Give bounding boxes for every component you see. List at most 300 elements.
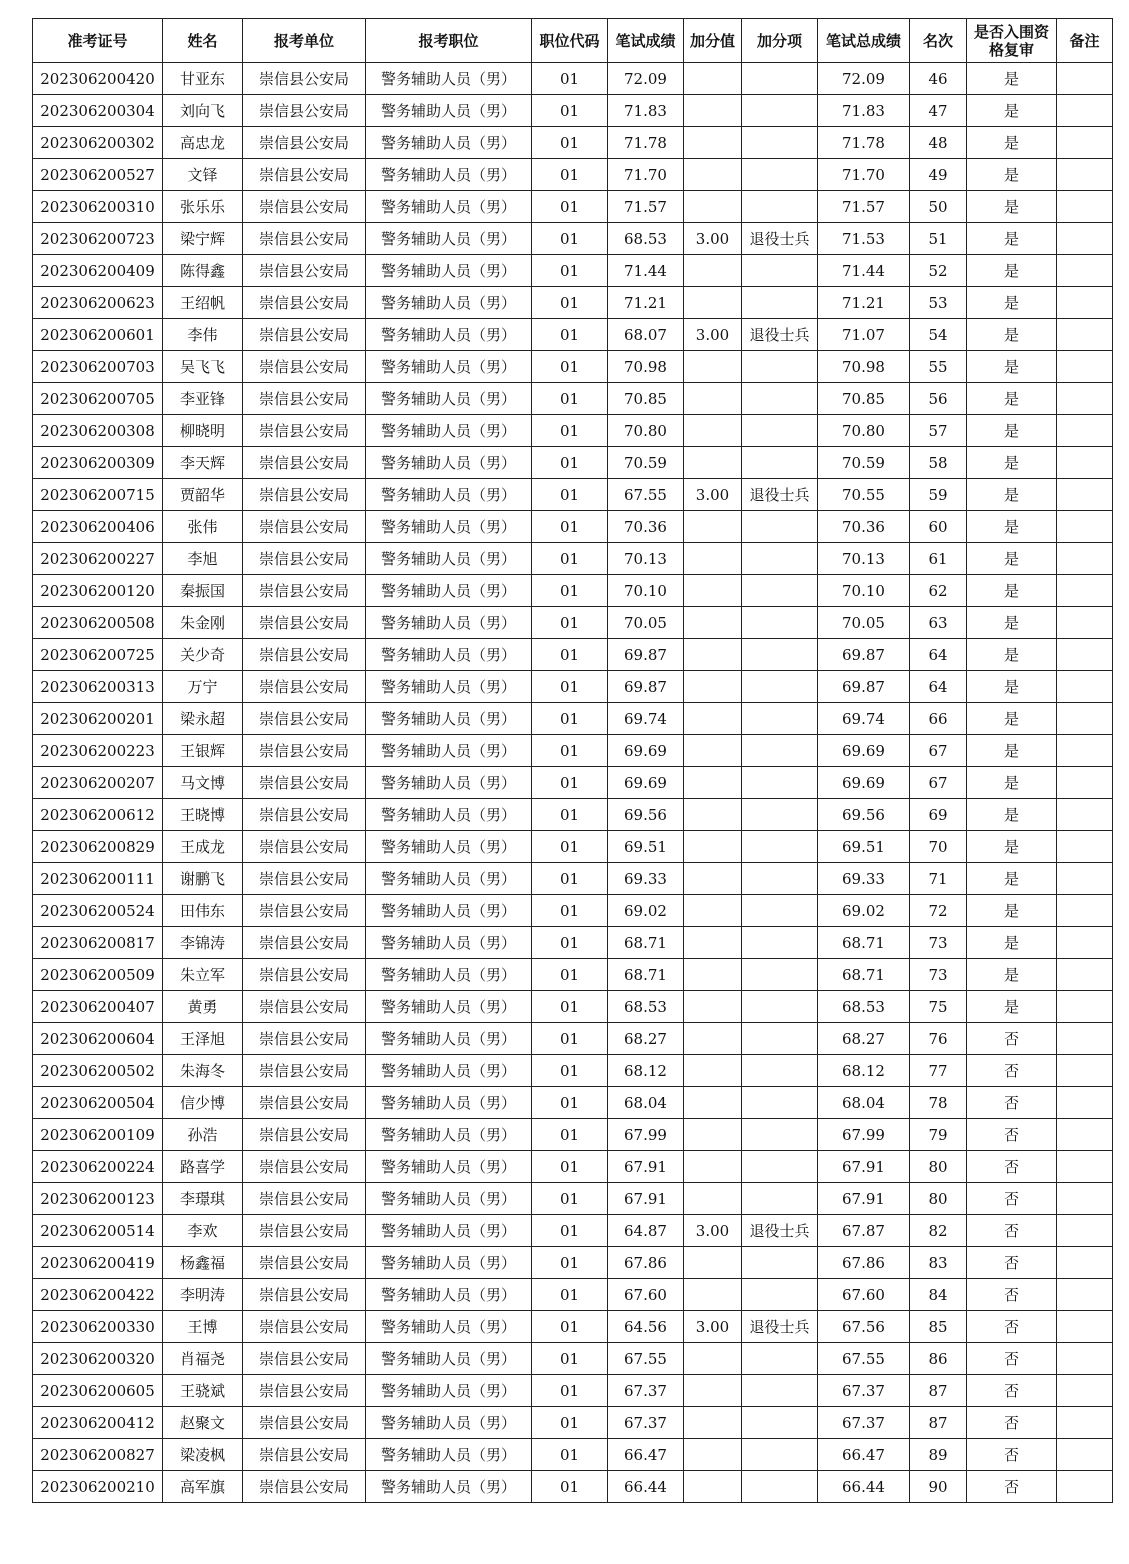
remarks-cell	[1057, 63, 1113, 95]
name-cell: 高忠龙	[163, 127, 243, 159]
remarks-cell	[1057, 287, 1113, 319]
name-cell: 路喜学	[163, 1151, 243, 1183]
remarks-cell	[1057, 1183, 1113, 1215]
written-score-cell: 69.51	[608, 831, 684, 863]
position-code-cell: 01	[532, 127, 608, 159]
bonus-value-cell: 3.00	[684, 1215, 742, 1247]
rank-cell: 64	[910, 639, 967, 671]
shortlisted-cell: 是	[967, 575, 1057, 607]
rank-cell: 79	[910, 1119, 967, 1151]
bonus-item-cell	[742, 1183, 818, 1215]
rank-cell: 46	[910, 63, 967, 95]
written-score-cell: 69.69	[608, 735, 684, 767]
unit-cell: 崇信县公安局	[243, 1375, 366, 1407]
bonus-item-cell	[742, 95, 818, 127]
written-score-cell: 68.12	[608, 1055, 684, 1087]
remarks-cell	[1057, 575, 1113, 607]
header-remarks: 备注	[1057, 19, 1113, 63]
bonus-item-cell: 退役士兵	[742, 1215, 818, 1247]
position-code-cell: 01	[532, 1439, 608, 1471]
position-code-cell: 01	[532, 479, 608, 511]
remarks-cell	[1057, 1279, 1113, 1311]
position-code-cell: 01	[532, 287, 608, 319]
total-score-cell: 70.55	[818, 479, 910, 511]
position-code-cell: 01	[532, 1151, 608, 1183]
remarks-cell	[1057, 767, 1113, 799]
shortlisted-cell: 是	[967, 607, 1057, 639]
unit-cell: 崇信县公安局	[243, 799, 366, 831]
exam-id-cell: 202306200109	[33, 1119, 163, 1151]
position-cell: 警务辅助人员（男）	[366, 927, 532, 959]
unit-cell: 崇信县公安局	[243, 831, 366, 863]
total-score-cell: 71.78	[818, 127, 910, 159]
shortlisted-cell: 是	[967, 479, 1057, 511]
unit-cell: 崇信县公安局	[243, 159, 366, 191]
shortlisted-cell: 是	[967, 671, 1057, 703]
shortlisted-cell: 否	[967, 1407, 1057, 1439]
shortlisted-cell: 否	[967, 1151, 1057, 1183]
name-cell: 肖福尧	[163, 1343, 243, 1375]
remarks-cell	[1057, 1055, 1113, 1087]
exam-id-cell: 202306200725	[33, 639, 163, 671]
bonus-value-cell	[684, 127, 742, 159]
written-score-cell: 69.87	[608, 671, 684, 703]
remarks-cell	[1057, 479, 1113, 511]
name-cell: 万宁	[163, 671, 243, 703]
table-row	[33, 63, 1113, 95]
written-score-cell: 68.71	[608, 959, 684, 991]
table-row	[33, 831, 1113, 863]
bonus-item-cell	[742, 863, 818, 895]
position-code-cell: 01	[532, 383, 608, 415]
position-code-cell: 01	[532, 671, 608, 703]
remarks-cell	[1057, 799, 1113, 831]
unit-cell: 崇信县公安局	[243, 1279, 366, 1311]
exam-id-cell: 202306200705	[33, 383, 163, 415]
table-row	[33, 927, 1113, 959]
bonus-value-cell	[684, 1343, 742, 1375]
bonus-item-cell	[742, 159, 818, 191]
written-score-cell: 68.53	[608, 991, 684, 1023]
written-score-cell: 69.02	[608, 895, 684, 927]
position-cell: 警务辅助人员（男）	[366, 351, 532, 383]
bonus-value-cell	[684, 1023, 742, 1055]
total-score-cell: 67.86	[818, 1247, 910, 1279]
shortlisted-cell: 否	[967, 1343, 1057, 1375]
bonus-value-cell	[684, 607, 742, 639]
exam-id-cell: 202306200223	[33, 735, 163, 767]
shortlisted-cell: 否	[967, 1055, 1057, 1087]
rank-cell: 69	[910, 799, 967, 831]
bonus-value-cell	[684, 1375, 742, 1407]
name-cell: 文铎	[163, 159, 243, 191]
name-cell: 王博	[163, 1311, 243, 1343]
bonus-item-cell	[742, 1087, 818, 1119]
header-unit: 报考单位	[243, 19, 366, 63]
exam-id-cell: 202306200111	[33, 863, 163, 895]
exam-id-cell: 202306200406	[33, 511, 163, 543]
bonus-item-cell	[742, 1471, 818, 1503]
bonus-value-cell	[684, 95, 742, 127]
shortlisted-cell: 是	[967, 287, 1057, 319]
total-score-cell: 67.37	[818, 1375, 910, 1407]
table-row	[33, 767, 1113, 799]
exam-id-cell: 202306200604	[33, 1023, 163, 1055]
total-score-cell: 67.87	[818, 1215, 910, 1247]
exam-id-cell: 202306200407	[33, 991, 163, 1023]
remarks-cell	[1057, 895, 1113, 927]
shortlisted-cell: 是	[967, 319, 1057, 351]
remarks-cell	[1057, 127, 1113, 159]
position-cell: 警务辅助人员（男）	[366, 319, 532, 351]
total-score-cell: 68.04	[818, 1087, 910, 1119]
rank-cell: 78	[910, 1087, 967, 1119]
name-cell: 信少博	[163, 1087, 243, 1119]
name-cell: 李伟	[163, 319, 243, 351]
shortlisted-cell: 否	[967, 1119, 1057, 1151]
written-score-cell: 71.57	[608, 191, 684, 223]
name-cell: 王成龙	[163, 831, 243, 863]
total-score-cell: 67.56	[818, 1311, 910, 1343]
table-row	[33, 895, 1113, 927]
written-score-cell: 69.69	[608, 767, 684, 799]
header-shortlisted: 是否入围资格复审	[967, 19, 1057, 63]
shortlisted-cell: 是	[967, 991, 1057, 1023]
written-score-cell: 67.55	[608, 479, 684, 511]
position-code-cell: 01	[532, 703, 608, 735]
position-cell: 警务辅助人员（男）	[366, 1407, 532, 1439]
bonus-value-cell	[684, 671, 742, 703]
name-cell: 王银辉	[163, 735, 243, 767]
table-row	[33, 1471, 1113, 1503]
shortlisted-cell: 是	[967, 703, 1057, 735]
position-cell: 警务辅助人员（男）	[366, 447, 532, 479]
total-score-cell: 71.70	[818, 159, 910, 191]
table-row	[33, 703, 1113, 735]
position-cell: 警务辅助人员（男）	[366, 383, 532, 415]
position-code-cell: 01	[532, 607, 608, 639]
bonus-value-cell	[684, 1087, 742, 1119]
table-row	[33, 671, 1113, 703]
bonus-value-cell	[684, 1439, 742, 1471]
bonus-value-cell: 3.00	[684, 1311, 742, 1343]
table-row	[33, 959, 1113, 991]
bonus-item-cell	[742, 191, 818, 223]
remarks-cell	[1057, 991, 1113, 1023]
unit-cell: 崇信县公安局	[243, 1439, 366, 1471]
bonus-item-cell	[742, 1279, 818, 1311]
bonus-value-cell	[684, 639, 742, 671]
bonus-value-cell	[684, 383, 742, 415]
unit-cell: 崇信县公安局	[243, 191, 366, 223]
name-cell: 谢鹏飞	[163, 863, 243, 895]
unit-cell: 崇信县公安局	[243, 543, 366, 575]
exam-id-cell: 202306200419	[33, 1247, 163, 1279]
table-row	[33, 159, 1113, 191]
table-row	[33, 511, 1113, 543]
position-cell: 警务辅助人员（男）	[366, 191, 532, 223]
written-score-cell: 70.36	[608, 511, 684, 543]
remarks-cell	[1057, 1087, 1113, 1119]
total-score-cell: 70.10	[818, 575, 910, 607]
exam-id-cell: 202306200703	[33, 351, 163, 383]
name-cell: 贾韶华	[163, 479, 243, 511]
total-score-cell: 70.80	[818, 415, 910, 447]
bonus-value-cell	[684, 959, 742, 991]
name-cell: 王骁斌	[163, 1375, 243, 1407]
remarks-cell	[1057, 223, 1113, 255]
bonus-item-cell	[742, 927, 818, 959]
bonus-item-cell	[742, 127, 818, 159]
total-score-cell: 69.33	[818, 863, 910, 895]
exam-id-cell: 202306200412	[33, 1407, 163, 1439]
bonus-value-cell	[684, 159, 742, 191]
exam-id-cell: 202306200123	[33, 1183, 163, 1215]
unit-cell: 崇信县公安局	[243, 63, 366, 95]
shortlisted-cell: 是	[967, 159, 1057, 191]
bonus-value-cell	[684, 767, 742, 799]
position-cell: 警务辅助人员（男）	[366, 1183, 532, 1215]
total-score-cell: 68.71	[818, 927, 910, 959]
total-score-cell: 70.36	[818, 511, 910, 543]
bonus-value-cell: 3.00	[684, 479, 742, 511]
rank-cell: 47	[910, 95, 967, 127]
unit-cell: 崇信县公安局	[243, 1471, 366, 1503]
position-code-cell: 01	[532, 511, 608, 543]
name-cell: 柳晓明	[163, 415, 243, 447]
table-row	[33, 383, 1113, 415]
shortlisted-cell: 是	[967, 863, 1057, 895]
total-score-cell: 70.59	[818, 447, 910, 479]
rank-cell: 56	[910, 383, 967, 415]
written-score-cell: 70.10	[608, 575, 684, 607]
bonus-item-cell	[742, 447, 818, 479]
bonus-item-cell	[742, 415, 818, 447]
total-score-cell: 69.69	[818, 767, 910, 799]
exam-id-cell: 202306200201	[33, 703, 163, 735]
bonus-item-cell	[742, 607, 818, 639]
position-code-cell: 01	[532, 1407, 608, 1439]
total-score-cell: 66.44	[818, 1471, 910, 1503]
remarks-cell	[1057, 735, 1113, 767]
rank-cell: 60	[910, 511, 967, 543]
table-row	[33, 543, 1113, 575]
rank-cell: 59	[910, 479, 967, 511]
bonus-item-cell	[742, 735, 818, 767]
unit-cell: 崇信县公安局	[243, 703, 366, 735]
bonus-value-cell	[684, 799, 742, 831]
remarks-cell	[1057, 1151, 1113, 1183]
table-row	[33, 575, 1113, 607]
remarks-cell	[1057, 543, 1113, 575]
rank-cell: 80	[910, 1183, 967, 1215]
unit-cell: 崇信县公安局	[243, 95, 366, 127]
table-row	[33, 191, 1113, 223]
bonus-value-cell	[684, 703, 742, 735]
table-row	[33, 1343, 1113, 1375]
remarks-cell	[1057, 1215, 1113, 1247]
name-cell: 赵聚文	[163, 1407, 243, 1439]
remarks-cell	[1057, 319, 1113, 351]
position-code-cell: 01	[532, 1343, 608, 1375]
exam-id-cell: 202306200320	[33, 1343, 163, 1375]
shortlisted-cell: 否	[967, 1023, 1057, 1055]
rank-cell: 75	[910, 991, 967, 1023]
remarks-cell	[1057, 351, 1113, 383]
exam-id-cell: 202306200514	[33, 1215, 163, 1247]
remarks-cell	[1057, 1439, 1113, 1471]
bonus-value-cell	[684, 735, 742, 767]
position-cell: 警务辅助人员（男）	[366, 575, 532, 607]
bonus-value-cell	[684, 191, 742, 223]
bonus-value-cell	[684, 1151, 742, 1183]
written-score-cell: 70.13	[608, 543, 684, 575]
exam-id-cell: 202306200601	[33, 319, 163, 351]
position-cell: 警务辅助人员（男）	[366, 127, 532, 159]
name-cell: 张乐乐	[163, 191, 243, 223]
table-row	[33, 479, 1113, 511]
name-cell: 刘向飞	[163, 95, 243, 127]
exam-id-cell: 202306200612	[33, 799, 163, 831]
name-cell: 田伟东	[163, 895, 243, 927]
written-score-cell: 71.78	[608, 127, 684, 159]
position-cell: 警务辅助人员（男）	[366, 1375, 532, 1407]
shortlisted-cell: 是	[967, 511, 1057, 543]
table-row	[33, 1407, 1113, 1439]
total-score-cell: 71.57	[818, 191, 910, 223]
unit-cell: 崇信县公安局	[243, 223, 366, 255]
rank-cell: 84	[910, 1279, 967, 1311]
position-code-cell: 01	[532, 63, 608, 95]
position-cell: 警务辅助人员（男）	[366, 639, 532, 671]
position-code-cell: 01	[532, 575, 608, 607]
name-cell: 朱立军	[163, 959, 243, 991]
table-row	[33, 1279, 1113, 1311]
written-score-cell: 69.56	[608, 799, 684, 831]
total-score-cell: 69.87	[818, 639, 910, 671]
bonus-item-cell	[742, 287, 818, 319]
shortlisted-cell: 否	[967, 1311, 1057, 1343]
bonus-item-cell: 退役士兵	[742, 1311, 818, 1343]
bonus-item-cell	[742, 1055, 818, 1087]
table-row	[33, 1215, 1113, 1247]
table-row	[33, 1023, 1113, 1055]
rank-cell: 67	[910, 767, 967, 799]
position-cell: 警务辅助人员（男）	[366, 511, 532, 543]
rank-cell: 82	[910, 1215, 967, 1247]
table-row	[33, 351, 1113, 383]
bonus-value-cell	[684, 1183, 742, 1215]
exam-id-cell: 202306200120	[33, 575, 163, 607]
position-code-cell: 01	[532, 831, 608, 863]
remarks-cell	[1057, 1311, 1113, 1343]
table-row	[33, 287, 1113, 319]
exam-id-cell: 202306200524	[33, 895, 163, 927]
table-row	[33, 607, 1113, 639]
rank-cell: 61	[910, 543, 967, 575]
position-code-cell: 01	[532, 255, 608, 287]
position-code-cell: 01	[532, 543, 608, 575]
bonus-item-cell	[742, 511, 818, 543]
exam-id-cell: 202306200715	[33, 479, 163, 511]
unit-cell: 崇信县公安局	[243, 447, 366, 479]
table-row	[33, 1055, 1113, 1087]
rank-cell: 51	[910, 223, 967, 255]
exam-id-cell: 202306200224	[33, 1151, 163, 1183]
shortlisted-cell: 是	[967, 767, 1057, 799]
name-cell: 王绍帆	[163, 287, 243, 319]
position-cell: 警务辅助人员（男）	[366, 767, 532, 799]
shortlisted-cell: 否	[967, 1375, 1057, 1407]
bonus-item-cell	[742, 1023, 818, 1055]
position-cell: 警务辅助人员（男）	[366, 991, 532, 1023]
written-score-cell: 67.86	[608, 1247, 684, 1279]
name-cell: 孙浩	[163, 1119, 243, 1151]
name-cell: 朱海冬	[163, 1055, 243, 1087]
rank-cell: 50	[910, 191, 967, 223]
name-cell: 梁凌枫	[163, 1439, 243, 1471]
total-score-cell: 68.12	[818, 1055, 910, 1087]
bonus-item-cell	[742, 1151, 818, 1183]
written-score-cell: 69.74	[608, 703, 684, 735]
bonus-value-cell	[684, 1119, 742, 1151]
position-cell: 警务辅助人员（男）	[366, 735, 532, 767]
unit-cell: 崇信县公安局	[243, 959, 366, 991]
position-code-cell: 01	[532, 1119, 608, 1151]
position-code-cell: 01	[532, 959, 608, 991]
position-code-cell: 01	[532, 415, 608, 447]
total-score-cell: 67.91	[818, 1183, 910, 1215]
name-cell: 李璟琪	[163, 1183, 243, 1215]
shortlisted-cell: 否	[967, 1215, 1057, 1247]
position-code-cell: 01	[532, 1215, 608, 1247]
header-bonus-value: 加分值	[684, 19, 742, 63]
name-cell: 李明涛	[163, 1279, 243, 1311]
shortlisted-cell: 是	[967, 127, 1057, 159]
exam-id-cell: 202306200817	[33, 927, 163, 959]
shortlisted-cell: 否	[967, 1471, 1057, 1503]
exam-id-cell: 202306200210	[33, 1471, 163, 1503]
table-row	[33, 447, 1113, 479]
total-score-cell: 68.27	[818, 1023, 910, 1055]
unit-cell: 崇信县公安局	[243, 927, 366, 959]
bonus-value-cell	[684, 1055, 742, 1087]
header-bonus-item: 加分项	[742, 19, 818, 63]
exam-id-cell: 202306200227	[33, 543, 163, 575]
position-code-cell: 01	[532, 159, 608, 191]
shortlisted-cell: 是	[967, 63, 1057, 95]
written-score-cell: 70.98	[608, 351, 684, 383]
bonus-item-cell	[742, 575, 818, 607]
bonus-item-cell	[742, 1247, 818, 1279]
total-score-cell: 67.37	[818, 1407, 910, 1439]
written-score-cell: 64.87	[608, 1215, 684, 1247]
bonus-value-cell	[684, 511, 742, 543]
position-cell: 警务辅助人员（男）	[366, 1215, 532, 1247]
exam-id-cell: 202306200207	[33, 767, 163, 799]
exam-id-cell: 202306200723	[33, 223, 163, 255]
total-score-cell: 70.98	[818, 351, 910, 383]
name-cell: 陈得鑫	[163, 255, 243, 287]
exam-id-cell: 202306200304	[33, 95, 163, 127]
written-score-cell: 70.80	[608, 415, 684, 447]
rank-cell: 83	[910, 1247, 967, 1279]
total-score-cell: 69.69	[818, 735, 910, 767]
rank-cell: 73	[910, 927, 967, 959]
shortlisted-cell: 是	[967, 223, 1057, 255]
remarks-cell	[1057, 639, 1113, 671]
position-code-cell: 01	[532, 319, 608, 351]
